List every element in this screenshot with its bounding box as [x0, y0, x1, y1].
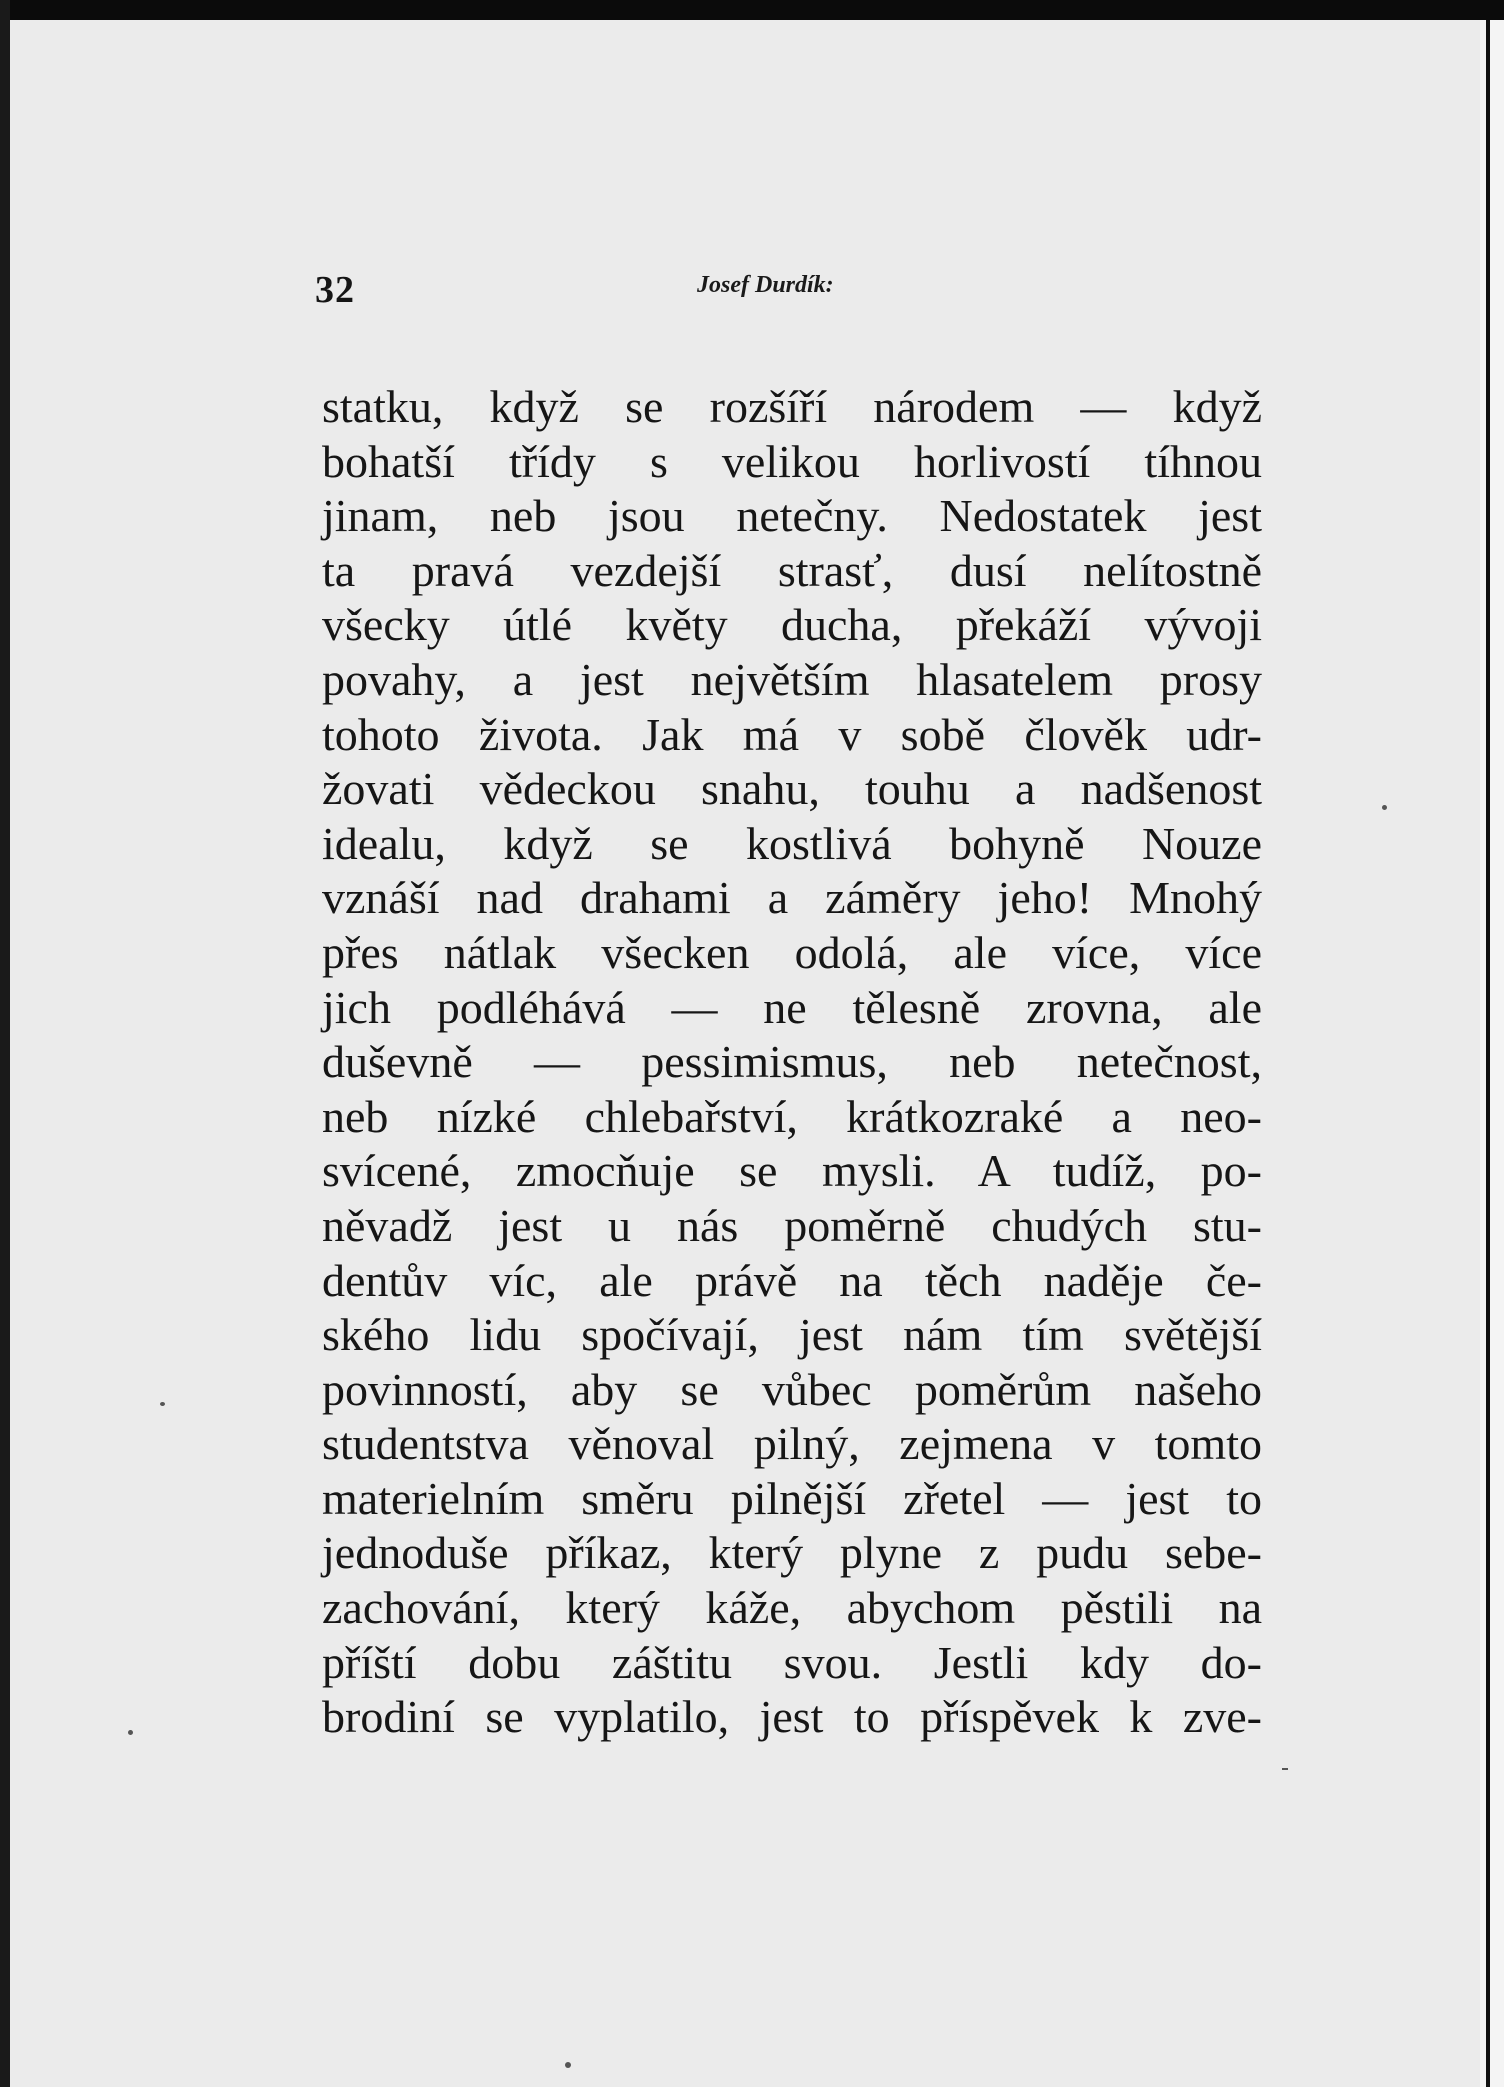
- text-line: jinam, neb jsou netečny. Nedostatek jest: [322, 490, 1262, 542]
- text-line: vznáší nad drahami a záměry jeho! Mnohý: [322, 872, 1262, 924]
- scan-speck: [565, 2062, 571, 2068]
- text-line: povinností, aby se vůbec poměrům našeho: [322, 1363, 1262, 1415]
- text-line: bohatší třídy s velikou horlivostí tíhnou: [322, 435, 1262, 487]
- text-line: ského lidu spočívají, jest nám tím světější: [322, 1309, 1262, 1361]
- text-line: povahy, a jest největším hlasatelem prosy: [322, 653, 1262, 705]
- text-line: neb nízké chlebařství, krátkozraké a neo-: [322, 1090, 1262, 1142]
- text-line: studentstva věnoval pilný, zejmena v tomto: [322, 1418, 1262, 1470]
- text-line: přes nátlak všecken odolá, ale více, více: [322, 926, 1262, 978]
- text-line: příští dobu záštitu svou. Jestli kdy do-: [322, 1636, 1262, 1688]
- text-line: jich podléhává — ne tělesně zrovna, ale: [322, 981, 1262, 1033]
- text-line: zachování, který káže, abychom pěstili na: [322, 1582, 1262, 1634]
- text-line: dentův víc, ale právě na těch naděje če-: [322, 1254, 1262, 1306]
- text-line: ta pravá vezdejší strasť, dusí nelítostně: [322, 544, 1262, 596]
- body-text: [322, 380, 1262, 1745]
- page-number: 32: [315, 269, 355, 311]
- scan-left-edge: [0, 0, 10, 2087]
- text-line: jednoduše příkaz, který plyne z pudu sebe-: [322, 1527, 1262, 1579]
- scan-speck: [128, 1730, 133, 1735]
- running-header: Josef Durdík:: [697, 272, 834, 298]
- text-line: všecky útlé květy ducha, překáží vývoji: [322, 599, 1262, 651]
- text-line: brodiní se vyplatilo, jest to příspěvek k zve-: [322, 1691, 1262, 1743]
- text-line: tohoto života. Jak má v sobě člověk udr-: [322, 708, 1262, 760]
- text-line: statku, když se rozšíří národem — když: [322, 381, 1262, 432]
- scan-speck: [160, 1402, 165, 1406]
- text-line: svícené, zmocňuje se mysli. A tudíž, po-: [322, 1145, 1262, 1197]
- text-line: žovati vědeckou snahu, touhu a nadšenost: [322, 763, 1262, 815]
- scan-speck: [1382, 805, 1387, 810]
- text-line: materielním směru pilnější zřetel — jest to: [322, 1472, 1262, 1524]
- scan-right-edge: [1480, 20, 1504, 2087]
- text-line: idealu, když se kostlivá bohyně Nouze: [322, 817, 1262, 869]
- text-line: něvadž jest u nás poměrně chudých stu-: [322, 1199, 1262, 1251]
- scan-speck: [1282, 1768, 1288, 1770]
- text-line: duševně — pessimismus, neb netečnost,: [322, 1036, 1262, 1088]
